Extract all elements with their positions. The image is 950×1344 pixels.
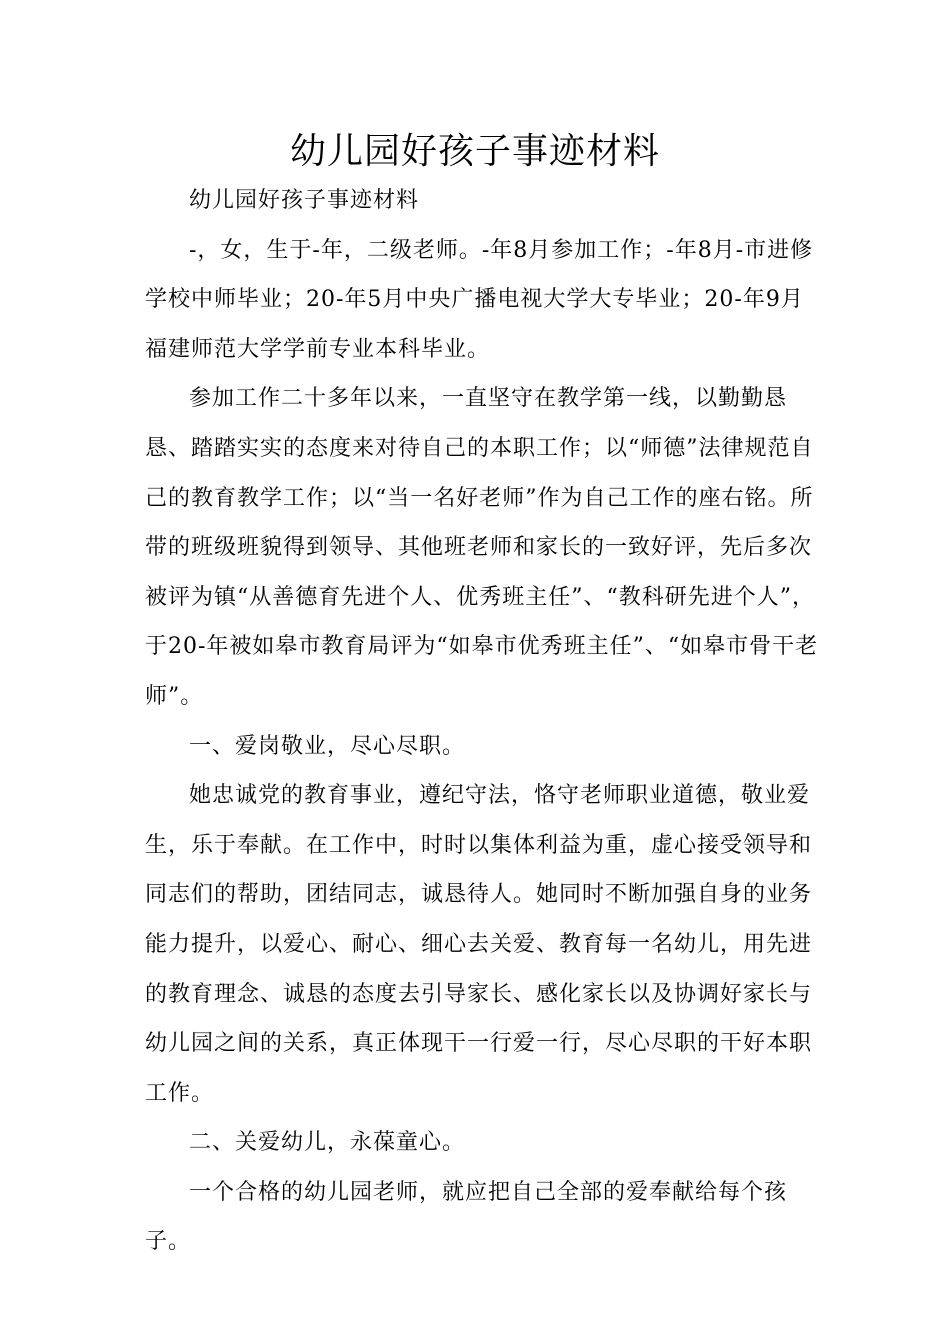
document-title: 幼儿园好孩子事迹材料 — [289, 131, 660, 172]
paragraph-subtitle: 幼儿园好孩子事迹材料 — [189, 188, 420, 213]
paragraph-love-children: 一个合格的幼儿园老师，就应把自己全部的爱奉献给每个孩子。 — [145, 1179, 788, 1255]
document-body — [145, 176, 825, 1267]
paragraph-career: 参加工作二十多年以来，一直坚守在教学第一线，以勤勤恳恳、踏踏实实的态度来对待自己的本职工作；以“师德”法律规范自己的教育教学工作；以“当一名好老师”作为自己工作的座右铭。所带的班级班貌得到领导、其他班老师和家长的一致好评，先后多次被评为镇“从善德育先进个人、优秀班主任”、“教科研先进个人”，于20-年被如皋市教育局评为“如皋市优秀班主任”、“如皋市骨干老师”。 — [145, 386, 819, 709]
paragraph-biography: -，女，生于-年，二级老师。-年8月参加工作；-年8月-市进修学校中师毕业；20-年5月中央广播电视大学大专毕业；20-年9月福建师范大学学前专业本科毕业。 — [145, 237, 814, 362]
section-heading-1: 一、爱岗敬业，尽心尽职。 — [189, 733, 466, 759]
section-heading-2: 二、关爱幼儿，永葆童心。 — [189, 1130, 466, 1156]
paragraph-dedication: 她忠诚党的教育事业，遵纪守法，恪守老师职业道德，敬业爱生，乐于奉献。在工作中，时时以集体利益为重，虚心接受领导和同志们的帮助，团结同志，诚恳待人。她同时不断加强自身的业务能力提升，以爱心、耐心、细心去关爱、教育每一名幼儿，用先进的教育理念、诚恳的态度去引导家长、感化家长以及协调好家长与幼儿园之间的关系，真正体现干一行爱一行，尽心尽职的干好本职工作。 — [145, 783, 813, 1106]
